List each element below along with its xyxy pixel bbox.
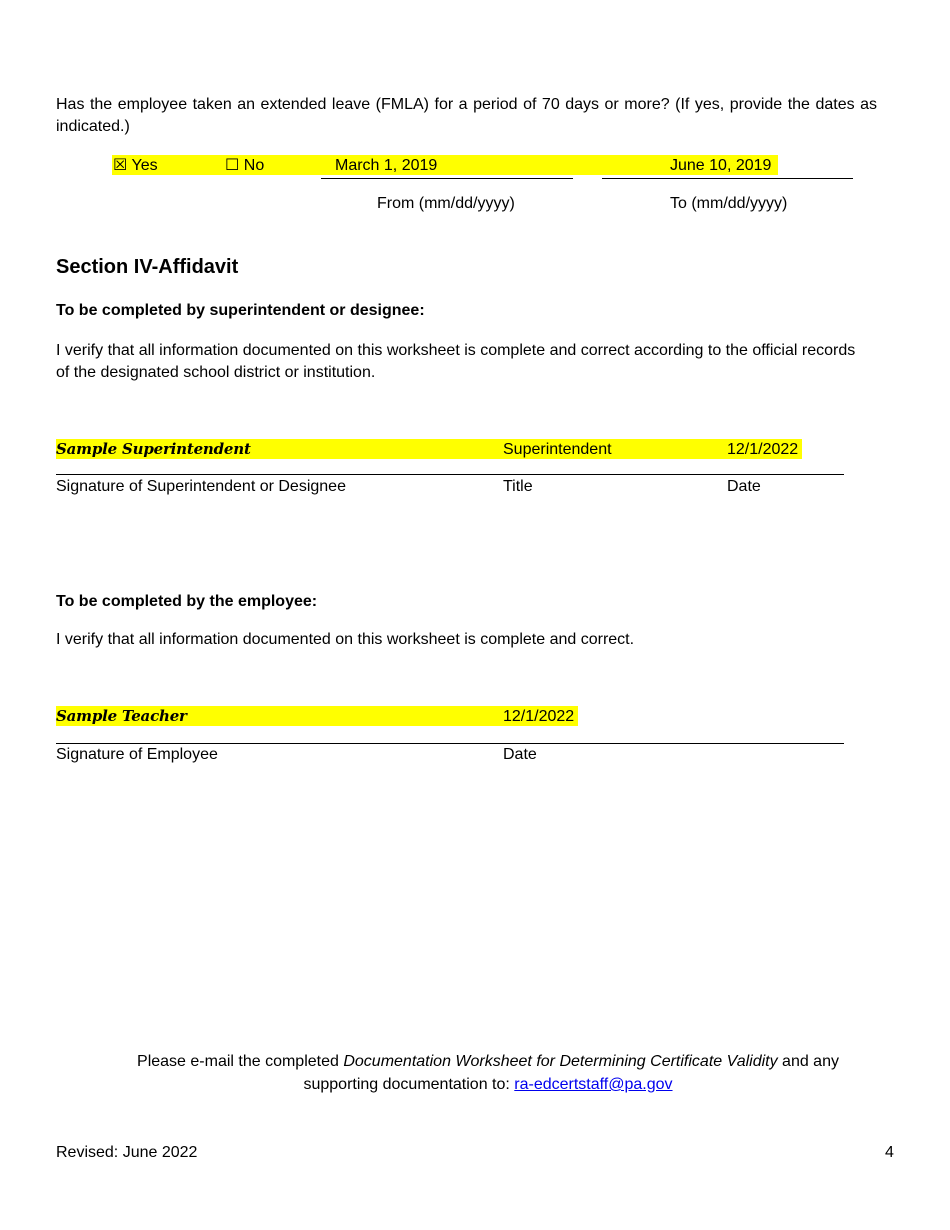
superintendent-title-value[interactable]: Superintendent — [503, 441, 612, 458]
superintendent-signature-label: Signature of Superintendent or Designee — [56, 478, 346, 495]
from-date-underline — [321, 178, 573, 179]
checked-box-icon: ☒ — [113, 157, 128, 174]
no-checkbox[interactable] — [225, 156, 264, 175]
unchecked-box-icon: ☐ — [225, 157, 240, 174]
no-label: No — [243, 157, 265, 174]
employee-signature[interactable]: Sample Teacher — [56, 707, 187, 725]
superintendent-signature-line — [56, 474, 844, 475]
email-instructions-prefix: Please e-mail the completed — [137, 1053, 344, 1070]
superintendent-signature[interactable]: Sample Superintendent — [56, 440, 251, 458]
page-number: 4 — [885, 1144, 894, 1161]
superintendent-statement: I verify that all information documented on this worksheet is complete and correct according to the official records of the designated school district or institution. — [56, 342, 856, 381]
from-date-label: From (mm/dd/yyyy) — [377, 195, 515, 212]
employee-statement: I verify that all information documented on this worksheet is complete and correct. — [56, 631, 635, 648]
email-instructions — [0, 1050, 950, 1096]
email-instructions-suffix: and any — [777, 1053, 839, 1070]
superintendent-instruction: To be completed by superintendent or designee: — [56, 302, 425, 319]
title-label: Title — [503, 478, 533, 495]
employee-signature-line — [56, 743, 844, 744]
to-date-underline — [602, 178, 853, 179]
email-link[interactable]: ra-edcertstaff@pa.gov — [514, 1076, 673, 1093]
employee-instruction: To be completed by the employee: — [56, 593, 318, 610]
date-label: Date — [727, 478, 761, 495]
from-date-value[interactable]: March 1, 2019 — [335, 157, 438, 174]
employee-date-label: Date — [503, 746, 537, 763]
employee-signature-label: Signature of Employee — [56, 746, 218, 763]
to-date-value[interactable]: June 10, 2019 — [670, 157, 772, 174]
yes-checkbox[interactable] — [113, 156, 158, 175]
employee-date-value[interactable]: 12/1/2022 — [503, 708, 575, 725]
fmla-question: Has the employee taken an extended leave (FMLA) for a period of 70 days or more? (If yes, provide the dates as indicated.) — [56, 96, 877, 135]
section-heading: Section IV-Affidavit — [56, 256, 239, 278]
superintendent-date-value[interactable]: 12/1/2022 — [727, 441, 799, 458]
email-instructions-line2: supporting documentation to: — [303, 1076, 515, 1093]
yes-label: Yes — [131, 157, 158, 174]
to-date-label: To (mm/dd/yyyy) — [670, 195, 788, 212]
worksheet-title: Documentation Worksheet for Determining Certificate Validity — [343, 1053, 778, 1070]
revised-date: Revised: June 2022 — [56, 1144, 198, 1161]
